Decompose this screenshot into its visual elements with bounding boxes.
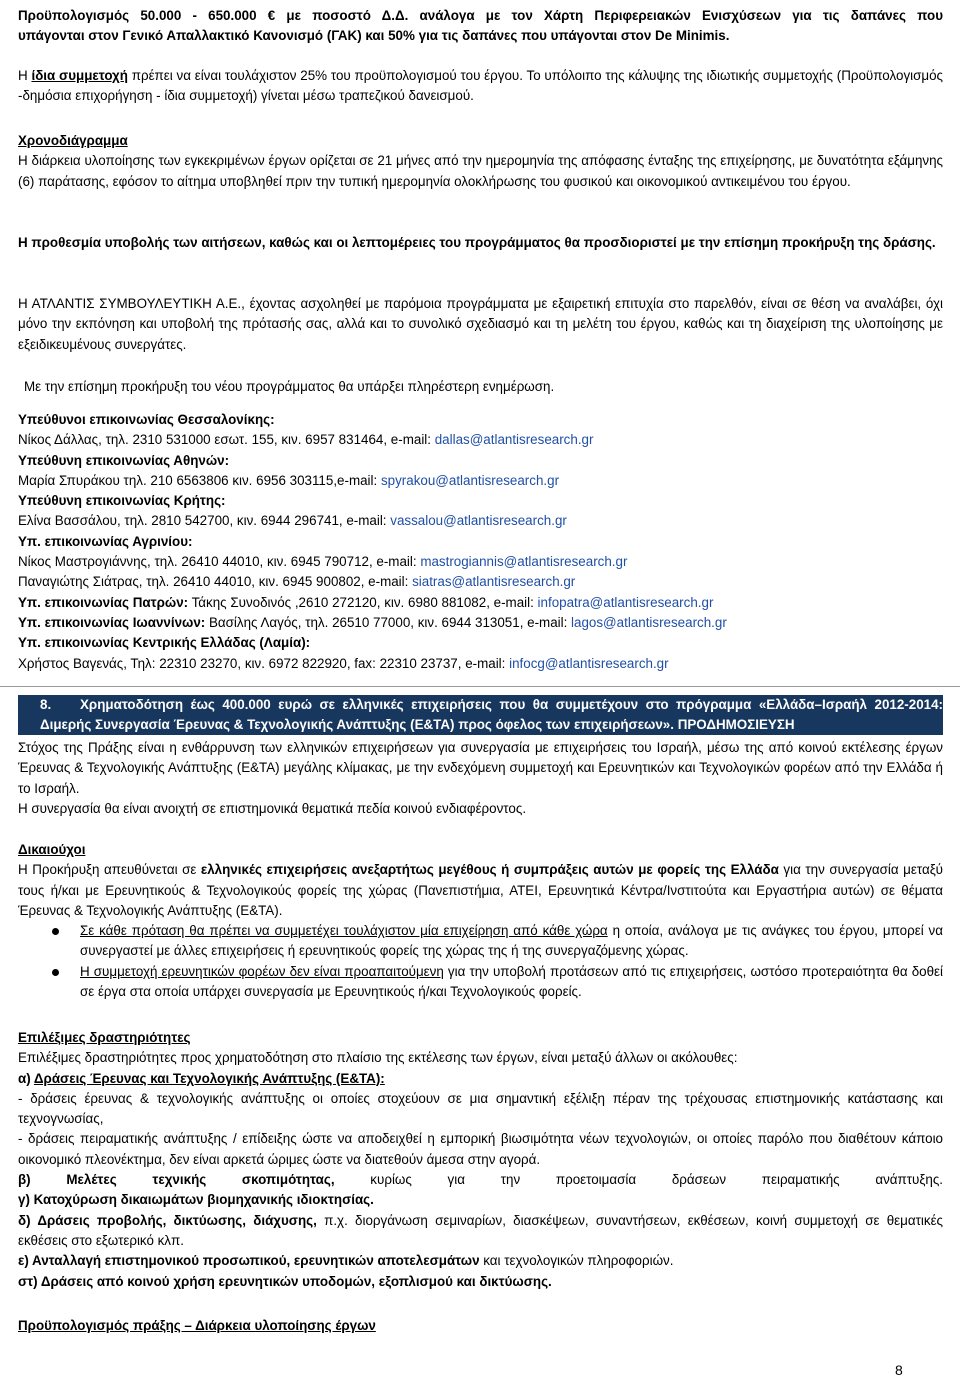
budget-line-1: Προϋπολογισμός 50.000 - 650.000 € με ποσοστό Δ.Δ. ανάλογα με τον Χάρτη Περιφερειακών Ενισχύσεων για τις δαπάνες που: [18, 8, 943, 23]
contact-lamia: [18, 654, 943, 674]
beneficiaries-text: [18, 860, 943, 921]
contact-agrinio-2: [18, 572, 943, 592]
email-link-infocg[interactable]: infocg@atlantisresearch.gr: [509, 655, 669, 671]
beneficiaries-title: Δικαιούχοι: [18, 842, 86, 857]
deadline-paragraph: Η προθεσμία υποβολής των αιτήσεων, καθώς και οι λεπτομέρειες του προγράμματος θα προσδιοριστεί με την επίσημη προκήρυξη της δράσης.: [18, 235, 936, 250]
contact-athens-text: Μαρία Σπυράκου τηλ. 210 6563806 κιν. 6956 303115,e-mail:: [18, 472, 381, 488]
activity-b-rest: κυρίως για την προετοιμασία δράσεων πειραματικής ανάπτυξης.: [334, 1172, 943, 1188]
bullet-2-rest: για την υποβολή προτάσεων από τις επιχειρήσεις, ωστόσο προτεραιότητα θα δοθεί σε έργα στα οποία υπάρχει συνεργασία με Ερευνητικούς ή/και Τεχνολογικούς φορείς.: [80, 963, 944, 999]
activities-title: Επιλέξιμες δραστηριότητες: [18, 1030, 191, 1045]
activity-a-2: - δράσεις πειραματικής ανάπτυξης / επίδειξης ώστε να αποδειχθεί η εμπορική βιωσιμότητα νέων τεχνολογιών, οι οποίες παρόλο που διαθέτουν κάποιο οικονομικό πλεονέκτημα, δεν είναι αρκετά ώριμες ώστε να διατεθούν άμεσα στην αγορά.: [18, 1131, 943, 1167]
beneficiaries-bullets: [18, 921, 943, 1002]
goal-open-fields: Η συνεργασία θα είναι ανοιχτή σε επιστημονικά θεματικά πεδία κοινού ενδιαφέροντος.: [18, 800, 527, 816]
beneficiaries-pre: Η Προκήρυξη απευθύνεται σε: [18, 862, 201, 878]
contact-agrinio-1: [18, 552, 943, 572]
activity-b-label: β) Μελέτες τεχνικής σκοπιμότητας,: [18, 1172, 335, 1188]
email-link-vassalou[interactable]: vassalou@atlantisresearch.gr: [390, 513, 567, 529]
bullet-dot-icon: [52, 928, 59, 935]
contact-agrinio-1-text: Νίκος Μαστρογιάννης, τηλ. 26410 44010, κιν. 6945 790712, e-mail:: [18, 554, 421, 570]
contact-agrinio-title: Υπ. επικοινωνίας Αγρινίου:: [18, 533, 193, 549]
section-divider: [0, 686, 960, 687]
schedule-title: Χρονοδιάγραμμα: [18, 133, 128, 148]
activity-c: γ) Κατοχύρωση δικαιωμάτων βιομηχανικής ιδιοκτησίας.: [18, 1192, 374, 1208]
activity-f: στ) Δράσεις από κοινού χρήση ερευνητικών υποδομών, εξοπλισμού και δικτύωσης.: [18, 1273, 552, 1289]
bullet-item-country-participation: [18, 921, 943, 962]
activity-d: [18, 1211, 943, 1252]
bullet-1-underlined: Σε κάθε πρόταση θα πρέπει να συμμετέχει τουλάχιστον μία επιχείρηση από κάθε χώρα: [80, 923, 608, 938]
contact-crete: [18, 511, 943, 531]
schedule-section: [18, 131, 943, 192]
contact-ioannina-text: Βασίλης Λαγός, τηλ. 26510 77000, κιν. 6944 313051, e-mail:: [205, 614, 572, 630]
beneficiaries-bold: ελληνικές επιχειρήσεις ανεξαρτήτως μεγέθους ή συμπράξεις αυτών με φορείς της Ελλάδα: [200, 862, 779, 878]
contact-athens-title: Υπεύθυνη επικοινωνίας Αθηνών:: [18, 452, 230, 468]
participation-pre: Η: [18, 68, 32, 83]
page-number: 8: [895, 1362, 903, 1378]
activity-a-1: - δράσεις έρευνας & τεχνολογικής ανάπτυξης οι οποίες στοχεύουν σε μια σημαντική εξέλιξη πέραν της τρέχουσας επιστημονικής κατάστασης και τεχνογνωσίας,: [18, 1090, 943, 1127]
activity-a: [18, 1069, 943, 1089]
atlantis-paragraph: Η ΑΤΛΑΝΤΙΣ ΣΥΜΒΟΥΛΕΥΤΙΚΗ Α.Ε., έχοντας ασχοληθεί με παρόμοια προγράμματα με εξαιρετική επιτυχία στο παρελθόν, είναι σε θέση να αναλάβει, όχι μόνο την εκπόνηση και υποβολή της πρότασής σας, αλλά και το συνολικό σχεδιασμό και τη μελέτη του έργου, καθώς και τη διαχείριση της υλοποίησης με εξειδικευμένους συνεργάτες.: [18, 296, 943, 352]
contact-athens: [18, 471, 943, 491]
announcement-text: Με την επίσημη προκήρυξη του νέου προγράμματος θα υπάρξει πληρέστερη ενημέρωση.: [24, 379, 555, 394]
contact-crete-text: Ελίνα Βασσάλου, τηλ. 2810 542700, κιν. 6944 296741, e-mail:: [18, 513, 391, 529]
contact-lamia-text: Χρήστος Βαγενάς, Τηλ: 22310 23270, κιν. 6972 822920, fax: 22310 23737, e-mail:: [18, 655, 510, 671]
banner-title-line-1: Χρηματοδότηση έως 400.000 ευρώ σε ελληνικές επιχειρήσεις που θα συμμετέχουν στο πρόγραμμα «Ελλάδα–Ισραήλ 2012-2014:: [80, 697, 943, 712]
email-link-dallas[interactable]: dallas@atlantisresearch.gr: [434, 432, 594, 448]
participation-key: ίδια συμμετοχή: [31, 68, 128, 83]
participation-post: πρέπει να είναι τουλάχιστον 25% του προϋπολογισμού του έργου. Το υπόλοιπο της κάλυψης της ιδιωτικής συμμετοχής (Προϋπολογισμός -δημόσια επιχορήγηση - ίδια συμμετοχή) γίνεται μέσω τραπεζικού δανεισμού.: [18, 68, 943, 104]
contacts-section: [18, 410, 943, 674]
contact-lamia-title: Υπ. επικοινωνίας Κεντρικής Ελλάδας (Λαμία):: [18, 635, 311, 651]
email-link-mastrogiannis[interactable]: mastrogiannis@atlantisresearch.gr: [420, 554, 628, 570]
email-link-lagos[interactable]: lagos@atlantisresearch.gr: [571, 614, 727, 630]
email-link-siatras[interactable]: siatras@atlantisresearch.gr: [412, 574, 576, 590]
contact-patra-title: Υπ. επικοινωνίας Πατρών:: [18, 594, 189, 610]
budget-line-2: υπάγονται στον Γενικό Απαλλακτικό Κανονισμό (ΓΑΚ) και 50% για τις δαπάνες που υπάγονται στον De Minimis.: [18, 28, 730, 44]
contact-ioannina: [18, 613, 943, 633]
beneficiaries-post: για την συνεργασία μεταξύ τους ή/και με Ερευνητικούς & Τεχνολογικούς φορείς της χώρας (Πανεπιστήμια, ΑΤΕΙ, Ερευνητικά Κέντρα/Ινστιτούτα και Εργαστήρια αυτών) σε θέματα Έρευνας & Τεχνολογικής Ανάπτυξης (Ε&ΤΑ).: [18, 862, 944, 918]
activity-e-label: ε) Ανταλλαγή επιστημονικού προσωπικού, ερευνητικών αποτελεσμάτων: [18, 1253, 480, 1269]
banner-number: 8.: [40, 697, 52, 712]
contact-thessaloniki: [18, 430, 943, 450]
beneficiaries-section: [18, 840, 943, 921]
budget-paragraph: [18, 6, 943, 47]
activity-e: [18, 1251, 943, 1271]
contact-agrinio-2-text: Παναγιώτης Σιάτρας, τηλ. 26410 44010, κιν. 6945 900802, e-mail:: [18, 574, 413, 590]
activity-d-rest: π.χ. διοργάνωση σεμιναρίων, διασκέψεων, συναντήσεων, εκθέσεων, κοινή συμμετοχή σε θεματικές εκθέσεις στο εξωτερικό κλπ.: [18, 1212, 943, 1248]
bullet-2-underlined: Η συμμετοχή ερευνητικών φορέων δεν είναι προαπαιτούμενη: [80, 963, 444, 979]
activity-a-label: α): [18, 1070, 34, 1086]
goal-text: Στόχος της Πράξης είναι η ενθάρρυνση των ελληνικών επιχειρήσεων για συνεργασία με επιχειρήσεις του Ισραήλ, μέσω της από κοινού εκτέλεσης έργων Έρευνας & Τεχνολογικής Ανάπτυξης (Ε&ΤΑ) μεγάλης κλίμακας, με την ενδεχόμενη συμμετοχή και Ερευνητικών και Τεχνολογικών φορέων από την Ελλάδα ή το Ισραήλ.: [18, 740, 943, 796]
goal-section: [18, 738, 943, 819]
budget-duration-heading: Προϋπολογισμός πράξης – Διάρκεια υλοποίησης έργων: [18, 1318, 376, 1333]
activities-section: [18, 1028, 943, 1292]
bullet-1-rest: η οποία, ανάλογα με τις ανάγκες του έργου, μπορεί να συνεργαστεί με άλλες επιχειρήσεις ή ερευνητικούς φορείς της χώρας της ή της συνεργαζόμενης χώρας.: [80, 923, 943, 959]
contact-crete-title: Υπεύθυνη επικοινωνίας Κρήτης:: [18, 493, 226, 509]
banner-title-line-2: Διμερής Συνεργασία Έρευνας & Τεχνολογικής Ανάπτυξης (Ε&ΤΑ) προς όφελος των επιχειρήσεων». ΠΡΟΔΗΜΟΣΙΕΥΣΗ: [40, 717, 795, 732]
contact-patra: [18, 593, 943, 613]
activity-a-title: Δράσεις Έρευνας και Τεχνολογικής Ανάπτυξης (Ε&ΤΑ):: [33, 1070, 385, 1086]
bullet-dot-icon: [52, 969, 59, 976]
schedule-text: Η διάρκεια υλοποίησης των εγκεκριμένων έργων ορίζεται σε 21 μήνες από την ημερομηνία της απόφασης ένταξης της επιχείρησης, με δυνατότητα εξάμηνης (6) παράτασης, εφόσον το αίτημα υποβληθεί πριν την τυπική ημερομηνία ολοκλήρωσης του φυσικού και οικονομικού αντικειμένου του έργου.: [18, 153, 943, 189]
activity-d-label: δ) Δράσεις προβολής, δικτύωσης, διάχυσης,: [18, 1212, 317, 1228]
activity-e-rest: και τεχνολογικών πληροφοριών.: [479, 1253, 674, 1269]
section-8-banner: [18, 695, 943, 735]
bullet-item-research-bodies: [18, 962, 943, 1003]
activity-b: [18, 1170, 943, 1190]
email-link-spyrakou[interactable]: spyrakou@atlantisresearch.gr: [380, 472, 560, 488]
contact-thessaloniki-text: Νίκος Δάλλας, τηλ. 2310 531000 εσωτ. 155, κιν. 6957 831464, e-mail:: [18, 432, 435, 448]
contact-patra-text: Τάκης Συνοδινός ,2610 272120, κιν. 6980 881082, e-mail:: [188, 594, 538, 610]
activities-intro: Επιλέξιμες δραστηριότητες προς χρηματοδότηση στο πλαίσιο της εκτέλεσης των έργων, είναι μεταξύ άλλων οι ακόλουθες:: [18, 1050, 738, 1066]
contact-thessaloniki-title: Υπεύθυνοι επικοινωνίας Θεσσαλονίκης:: [18, 412, 275, 427]
own-participation-paragraph: [18, 66, 943, 107]
contact-ioannina-title: Υπ. επικοινωνίας Ιωαννίνων:: [18, 614, 206, 630]
email-link-infopatra[interactable]: infopatra@atlantisresearch.gr: [537, 594, 714, 610]
